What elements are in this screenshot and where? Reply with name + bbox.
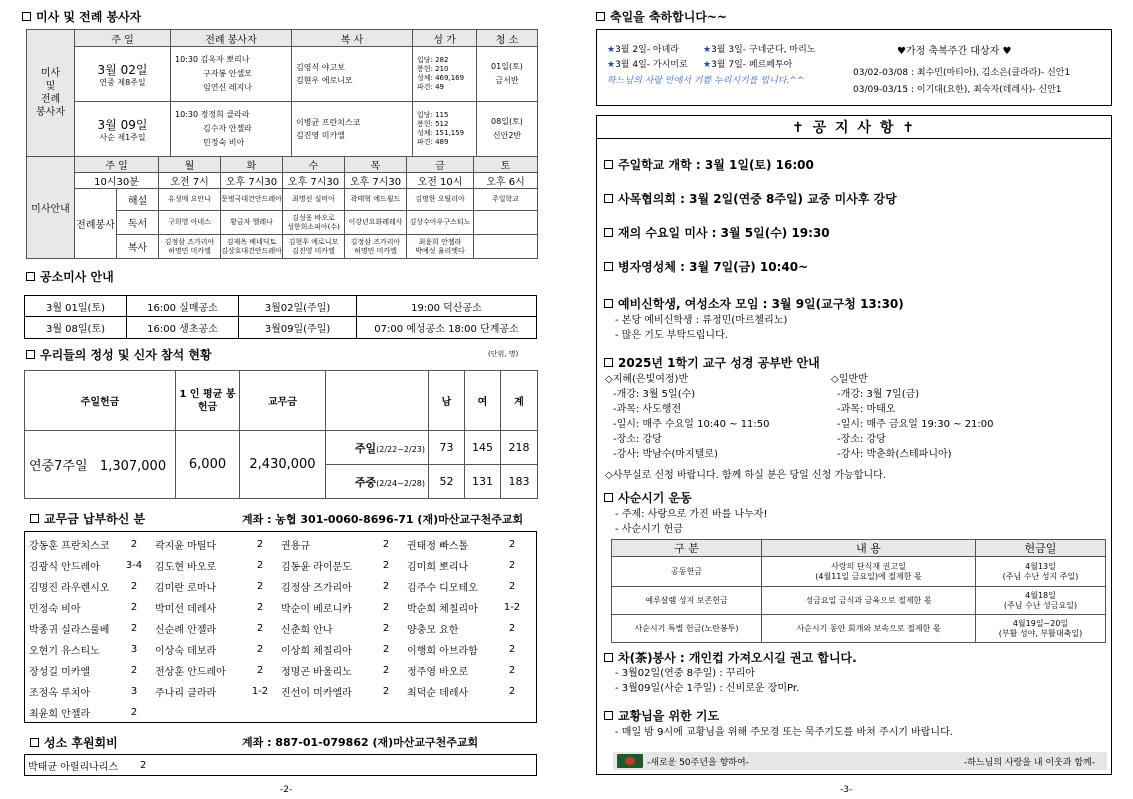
- support-account: 계좌 : 887-01-079862 (재)마산교구천주교회: [242, 736, 479, 749]
- server-name: 민정숙 비아: [203, 138, 245, 147]
- donor-row: [27, 555, 534, 576]
- donor-row: [27, 639, 534, 660]
- support-count: 2: [140, 759, 147, 771]
- donor-count: 2: [256, 539, 264, 550]
- feast-entry: 3월 4일- 가시미로: [615, 60, 688, 70]
- lent-cell: 4월18일 (주님 수난 성금요일): [976, 587, 1106, 615]
- guide-day: 목: [345, 157, 407, 173]
- star-icon: ★: [607, 45, 616, 55]
- guide-day: 주 일: [75, 157, 159, 173]
- attendance-female: 131: [465, 465, 501, 499]
- lent-header: 헌금일: [976, 540, 1106, 557]
- guide-cell: 주일학교: [474, 189, 538, 211]
- lent-cell: 성금요일 금식과 금육으로 절제한 몫: [762, 587, 976, 615]
- parish-logo-icon: [617, 754, 643, 768]
- feast-row: [607, 43, 815, 58]
- donor-count: 2: [508, 623, 516, 634]
- mass-week: 사순 제1주일: [99, 132, 146, 142]
- server-name: 김수자 안젤라: [203, 124, 252, 133]
- donor-row: [27, 702, 534, 723]
- guide-cell: 김재옥 베네딕토 김상호대건안드레아: [221, 235, 283, 259]
- square-bullet-icon: [604, 358, 613, 367]
- gongso-place: 07:00 예성공소 18:00 단계공소: [374, 324, 519, 335]
- donor-name: 전상훈 안드레아: [155, 667, 226, 678]
- square-bullet-icon: [604, 299, 613, 308]
- page-number: -2-: [280, 785, 293, 795]
- donor-name: 최윤희 안젤라: [29, 709, 91, 720]
- donor-name: 이상희 체칠리아: [281, 646, 352, 657]
- star-icon: ★: [703, 45, 712, 55]
- chant-line: 파견: 489: [417, 138, 449, 146]
- donor-name: 권태정 빠스톨: [407, 541, 469, 552]
- square-bullet-icon: [30, 514, 39, 523]
- guide-time: 오후 7시30: [221, 173, 283, 189]
- guide-day: 수: [283, 157, 345, 173]
- donor-name: 정명곤 바울리노: [281, 667, 352, 678]
- star-icon: ★: [703, 60, 712, 70]
- feast-entry: 3월 7일- 페르페투아: [711, 60, 793, 70]
- notice-sub: - 본당 예비신학생 : 류정민(마르첼리노) - 많은 기도 부탁드립니다.: [615, 315, 788, 341]
- attendance-total: 183: [501, 465, 538, 499]
- donor-count: 2: [130, 623, 138, 634]
- offering-header: 1 인 평균 봉헌금: [176, 371, 240, 431]
- notice-item: 재의 수요일 미사 : 3월 5일(수) 19:30: [604, 224, 830, 241]
- donor-count: 1-2: [503, 602, 521, 613]
- offering-header: 계: [501, 371, 538, 431]
- donor-row: [27, 660, 534, 681]
- guide-time: 오후 6시: [474, 173, 538, 189]
- donor-row: [27, 597, 534, 618]
- celebrate-box: [596, 29, 1112, 106]
- guide-cell: 김성웅 바오로 성한희소피아(수): [283, 211, 345, 235]
- donor-name: 신춘희 안나: [281, 625, 333, 636]
- chant-line: 입당: 115: [417, 111, 449, 119]
- lent-cell: 사순시기 동안 회개와 보속으로 절제한 몫: [762, 615, 976, 643]
- donor-count: 2: [130, 602, 138, 613]
- lent-title: 사순시기 운동: [604, 489, 692, 506]
- attendance-female: 145: [465, 431, 501, 465]
- guide-time: 오후 7시30: [283, 173, 345, 189]
- altar-server: 김영식 야고보: [296, 63, 345, 72]
- bible-title: 2025년 1학기 교구 성경 공부반 안내: [604, 354, 820, 371]
- offering-table: [24, 370, 538, 499]
- attendance-male: 52: [429, 465, 465, 499]
- square-bullet-icon: [604, 262, 613, 271]
- donor-row: [27, 618, 534, 639]
- donor-count: 2: [508, 686, 516, 697]
- offering-header: 주일헌금: [25, 371, 176, 431]
- lent-row: [612, 587, 1106, 615]
- donor-name: 민정숙 비아: [29, 604, 81, 615]
- square-bullet-icon: [604, 711, 613, 720]
- gongso-date: 3월09일(주일): [239, 317, 357, 338]
- footer-right: -하느님의 사랑을 내 이웃과 함께-: [964, 757, 1095, 768]
- family-row: 03/09-03/15 : 이기대(요한), 최숙자(데레사)- 신안1: [853, 85, 1062, 95]
- lent-header: 내 용: [762, 540, 976, 557]
- donor-section-title: 교무금 납부하신 분: [30, 510, 145, 527]
- mass-date: 3월 09일: [97, 117, 148, 132]
- guide-group: 전례봉사: [75, 189, 117, 259]
- guide-cell: [474, 235, 538, 259]
- square-bullet-icon: [30, 738, 39, 747]
- donor-account: 계좌 : 농협 301-0060-8696-71 (재)마산교구천주교회: [242, 513, 524, 526]
- offering-unit: (단위, 명): [488, 350, 519, 358]
- guide-day: 토: [474, 157, 538, 173]
- donor-count: 2: [256, 581, 264, 592]
- notice-item: 사목협의회 : 3월 2일(연중 8주일) 교중 미사후 강당: [604, 190, 897, 207]
- attendance-label: 주일(2/22~2/23): [326, 431, 429, 465]
- bible-right: ◇일반반 -개강: 3월 7일(금) -과목: 마태오 -일시: 매주 금요일 19:30 ~ 21:00 -장소: 강당 -강사: 박춘화(스테파니아): [831, 374, 994, 460]
- feast-row: [607, 58, 815, 73]
- feast-blessing: 하느님의 사랑 안에서 기쁨 누리시기를 빕니다.^^: [607, 76, 805, 86]
- donor-name: 곽지윤 마틸다: [155, 541, 217, 552]
- donor-count: 2: [382, 644, 390, 655]
- tea-sub: - 3월02일(연중 8주일) : 꾸리아 - 3월09일(사순 1주일) : 신비로운 장미Pr.: [615, 668, 800, 694]
- chant-line: 파견: 49: [417, 83, 445, 91]
- mass-header: 전례 봉사자: [171, 30, 292, 47]
- guide-row: [27, 189, 538, 211]
- offering-header: 여: [465, 371, 501, 431]
- donor-count: 2: [382, 539, 390, 550]
- donor-count: 2: [256, 560, 264, 571]
- guide-cell: 김상수아우구스티노: [407, 211, 474, 235]
- notice-item: 예비신학생, 여성소자 모임 : 3월 9일(교구청 13:30): [604, 295, 904, 312]
- server-name: 10:30 김옥자 뽀리나: [175, 55, 250, 64]
- donor-count: 2: [130, 581, 138, 592]
- altar-server: 이병균 프란치스코: [296, 118, 361, 127]
- guide-role: 복사: [117, 235, 159, 259]
- donor-name: 이행희 아브라함: [407, 646, 478, 657]
- cleaning-group: 신안2반: [492, 131, 522, 140]
- gongso-place: 19:00 덕산공소: [411, 302, 482, 314]
- square-bullet-icon: [26, 272, 35, 281]
- donor-name: 조점옥 루치아: [29, 688, 91, 699]
- lent-cell: 사랑의 단식재 권고일 (4월11일 금요일)에 절제한 몫: [762, 557, 976, 587]
- donor-count: 2: [256, 644, 264, 655]
- guide-day: 월: [159, 157, 221, 173]
- pope-sub: - 매일 밤 9시에 교황님을 위해 주모경 또는 묵주기도를 바쳐 주시기 바랍니다.: [615, 727, 953, 738]
- gongso-date: 3월02일(주일): [239, 296, 357, 316]
- support-section-title: 성소 후원회비: [30, 734, 118, 751]
- donor-count: 2: [382, 686, 390, 697]
- guide-cell: 이강년요화레레사: [345, 211, 407, 235]
- square-bullet-icon: [26, 350, 35, 359]
- lent-cell: 예루살렘 성지 보존헌금: [612, 587, 762, 615]
- donor-count: 2: [382, 581, 390, 592]
- mass-header: 청 소: [477, 30, 538, 47]
- gongso-place: 16:00 실매공소: [127, 296, 239, 316]
- donor-name: 김도현 바오로: [155, 562, 217, 573]
- donor-count: 1-2: [251, 686, 269, 697]
- donor-name: 양충모 요한: [407, 625, 459, 636]
- offering-header: 남: [429, 371, 465, 431]
- guide-cell: [474, 211, 538, 235]
- lent-sub: - 주제: 사랑으로 가진 바를 나누자! - 사순시기 헌금: [615, 509, 768, 535]
- donor-name: 김미희 뽀리나: [407, 562, 469, 573]
- donor-count: 2: [508, 560, 516, 571]
- server-name: 구자봉 안셀모: [203, 69, 252, 78]
- offering-sunday-cell: [25, 431, 176, 499]
- gongso-box: [24, 295, 537, 339]
- guide-cell: 김정삼 즈가리아 허명민 미카엘: [159, 235, 221, 259]
- celebrate-section-title: 축일을 축하합니다~~: [596, 8, 727, 25]
- cleaning-date: 08일(토): [491, 117, 523, 126]
- offering-sunday-amount: 1,307,000: [99, 459, 167, 474]
- feast-entry: 3월 3일- 구네군다, 마리노: [711, 45, 816, 55]
- lent-table: [611, 539, 1106, 643]
- guide-time: 10시30분: [75, 173, 159, 189]
- altar-server: 김진영 미카엘: [296, 131, 345, 140]
- donor-count: 2: [256, 665, 264, 676]
- gongso-row: [24, 317, 537, 339]
- lent-header: 구 분: [612, 540, 762, 557]
- donor-row: [27, 681, 534, 702]
- donor-count: 2: [382, 560, 390, 571]
- notice-box: [596, 139, 1112, 775]
- square-bullet-icon: [604, 653, 613, 662]
- guide-cell: 곽태혁 에드윌드: [345, 189, 407, 211]
- tea-title: 차(茶)봉사 : 개인컵 가져오시길 권고 합니다.: [604, 649, 857, 666]
- offering-week: 연중7주일: [29, 459, 88, 474]
- guide-day: 화: [221, 157, 283, 173]
- donor-row: [27, 534, 534, 555]
- donor-name: 진선이 미카엘라: [281, 688, 352, 699]
- lent-row: [612, 557, 1106, 587]
- donor-list: [24, 531, 537, 723]
- cleaning-date: 01일(토): [491, 62, 523, 71]
- donor-name: 강동훈 프란치스코: [29, 541, 110, 552]
- lent-cell: 4월19일~20일 (부활 성야, 부활대축일): [976, 615, 1106, 643]
- guide-label: 미사안내: [27, 157, 75, 259]
- guide-cell: 유성매 요안나: [159, 189, 221, 211]
- lent-cell: 공동헌금: [612, 557, 762, 587]
- page-number: -3-: [840, 785, 853, 795]
- attendance-male: 73: [429, 431, 465, 465]
- mass-header: 주 일: [75, 30, 171, 47]
- pope-title: 교황님을 위한 기도: [604, 707, 719, 724]
- server-name: 임연신 레지나: [203, 83, 252, 92]
- donor-count: 2: [130, 665, 138, 676]
- guide-cell: 문병국대건안드레아: [221, 189, 283, 211]
- chant-line: 성체: 469,169: [417, 74, 465, 82]
- donor-name: 김동윤 라이문도: [281, 562, 352, 573]
- square-bullet-icon: [604, 160, 613, 169]
- donor-name: 신순례 안젤라: [155, 625, 217, 636]
- donor-name: 이상숙 데보라: [155, 646, 217, 657]
- offering-section-title: 우리들의 정성 및 신자 참석 현황: [26, 346, 212, 363]
- donor-name: 김주수 디모테오: [407, 583, 478, 594]
- mass-section-title: 미사 및 전례 봉사자: [22, 8, 141, 25]
- donor-count: 2: [382, 602, 390, 613]
- guide-cell: 최명선 실비아: [283, 189, 345, 211]
- lent-cell: 4월13일 (주님 수난 성지 주일): [976, 557, 1106, 587]
- bible-left: ◇지혜(은빛여정)반 -개강: 3월 5일(수) -과목: 사도행전 -일시: 매주 수요일 10:40 ~ 11:50 -장소: 강당 -강사: 박남수(마지텔로): [605, 374, 770, 460]
- bible-note: ◇사무실로 신청 바랍니다. 함께 하실 분은 당일 신청 가능합니다.: [605, 470, 886, 481]
- donor-count: 3-4: [125, 560, 143, 571]
- guide-role: 해설: [117, 189, 159, 211]
- donor-name: 김광식 안드레아: [29, 562, 100, 573]
- family-title: ♥가정 축복주간 대상자 ♥: [897, 46, 1012, 57]
- guide-time: 오전 7시: [159, 173, 221, 189]
- donor-count: 2: [508, 644, 516, 655]
- notice-item: 주일학교 개학 : 3월 1일(토) 16:00: [604, 156, 814, 173]
- support-list: [24, 754, 537, 776]
- footer-bar: [613, 752, 1107, 770]
- mass-header: 성 가: [413, 30, 477, 47]
- donor-row: [27, 576, 534, 597]
- donor-count: 2: [256, 623, 264, 634]
- offering-gyomu: 2,430,000: [240, 431, 326, 499]
- donor-name: 김명진 라우렌시오: [29, 583, 110, 594]
- server-name: 10:30 정정희 클라라: [175, 110, 250, 119]
- square-bullet-icon: [604, 194, 613, 203]
- donor-name: 박순이 베로니카: [281, 604, 352, 615]
- donor-name: 박미선 데레사: [155, 604, 217, 615]
- square-bullet-icon: [604, 493, 613, 502]
- guide-time: 오전 10시: [407, 173, 474, 189]
- feast-entry: 3월 2일- 아녜라: [615, 45, 679, 55]
- donor-name: 박종귀 실라스룰베: [29, 625, 110, 636]
- right-page: [594, 0, 1112, 799]
- donor-count: 2: [508, 665, 516, 676]
- cleaning-group: 금서반: [495, 76, 519, 85]
- donor-count: 2: [508, 581, 516, 592]
- donor-count: 3: [130, 644, 138, 655]
- support-name: 박태균 아릴리나리스: [28, 761, 119, 773]
- guide-cell: 최윤희 안젤라 박예성 율리엣다: [407, 235, 474, 259]
- notice-header: ✝ 공 지 사 항 ✝: [596, 115, 1112, 139]
- guide-cell: 구희영 아네스: [159, 211, 221, 235]
- gongso-date: 3월 01일(토): [25, 296, 127, 316]
- donor-count: 3: [130, 686, 138, 697]
- guide-role: 독서: [117, 211, 159, 235]
- mass-row: [27, 102, 538, 157]
- chant-line: 입당: 282: [417, 56, 449, 64]
- guide-day: 금: [407, 157, 474, 173]
- donor-name: 장성길 미카엘: [29, 667, 91, 678]
- donor-name: 김정삼 즈가리아: [281, 583, 352, 594]
- mass-header: 복 사: [292, 30, 413, 47]
- donor-name: 주나리 클라라: [155, 688, 217, 699]
- gongso-place: 16:00 생초공소: [127, 317, 239, 338]
- footer-left: -새로운 50주년을 향하여-: [647, 757, 749, 768]
- mass-guide-table: [26, 156, 538, 259]
- notice-item: 병자영성체 : 3월 7일(금) 10:40~: [604, 258, 808, 275]
- square-bullet-icon: [22, 12, 31, 21]
- guide-cell: 김정삼 즈가리아 허명민 미카엘: [345, 235, 407, 259]
- offering-average: 6,000: [176, 431, 240, 499]
- donor-count: 2: [382, 665, 390, 676]
- donor-name: 오현기 유스티노: [29, 646, 100, 657]
- feast-list: [607, 43, 815, 89]
- altar-server: 김현우 에로니모: [296, 76, 353, 85]
- family-list: [853, 65, 1070, 99]
- donor-name: 박순희 체칠리아: [407, 604, 478, 615]
- family-row: 03/02-03/08 : 최수민(마티아), 김소은(클라라)- 신안1: [853, 68, 1071, 78]
- chant-line: 성체: 151,159: [417, 129, 465, 137]
- gongso-row: [24, 295, 537, 317]
- mass-week: 연중 제8주일: [99, 77, 146, 87]
- lent-row: [612, 615, 1106, 643]
- square-bullet-icon: [596, 12, 605, 21]
- lent-cell: 사순시기 특별 헌금(노란봉투): [612, 615, 762, 643]
- donor-name: 김미란 로마나: [155, 583, 217, 594]
- mass-row: [27, 47, 538, 102]
- donor-name: 정주영 바오로: [407, 667, 469, 678]
- square-bullet-icon: [604, 228, 613, 237]
- gongso-section-title: 공소미사 안내: [26, 268, 114, 285]
- mass-servers-table: [26, 29, 538, 157]
- guide-cell: 김현우 에로니모 김진영 미카엘: [283, 235, 345, 259]
- donor-count: 2: [508, 539, 516, 550]
- donor-count: 2: [130, 539, 138, 550]
- donor-count: 2: [382, 623, 390, 634]
- star-icon: ★: [607, 60, 616, 70]
- gongso-date: 3월 08일(토): [25, 317, 127, 338]
- mass-side-label: 미사 및 전례 봉사자: [27, 30, 75, 157]
- chant-line: 봉헌: 210: [417, 65, 449, 73]
- attendance-total: 218: [501, 431, 538, 465]
- donor-name: 권용규: [281, 541, 310, 552]
- donor-name: 최덕순 데레사: [407, 688, 469, 699]
- offering-header: 교무금: [240, 371, 326, 431]
- guide-time: 오후 7시30: [345, 173, 407, 189]
- donor-count: 2: [256, 602, 264, 613]
- mass-date: 3월 02일: [97, 62, 148, 77]
- donor-count: 2: [130, 707, 138, 718]
- attendance-label: 주중(2/24~2/28): [326, 465, 429, 499]
- chant-line: 봉헌: 512: [417, 120, 449, 128]
- guide-cell: 황금자 헬레나: [221, 211, 283, 235]
- left-page: [22, 0, 537, 799]
- guide-cell: 김명한 오틸리아: [407, 189, 474, 211]
